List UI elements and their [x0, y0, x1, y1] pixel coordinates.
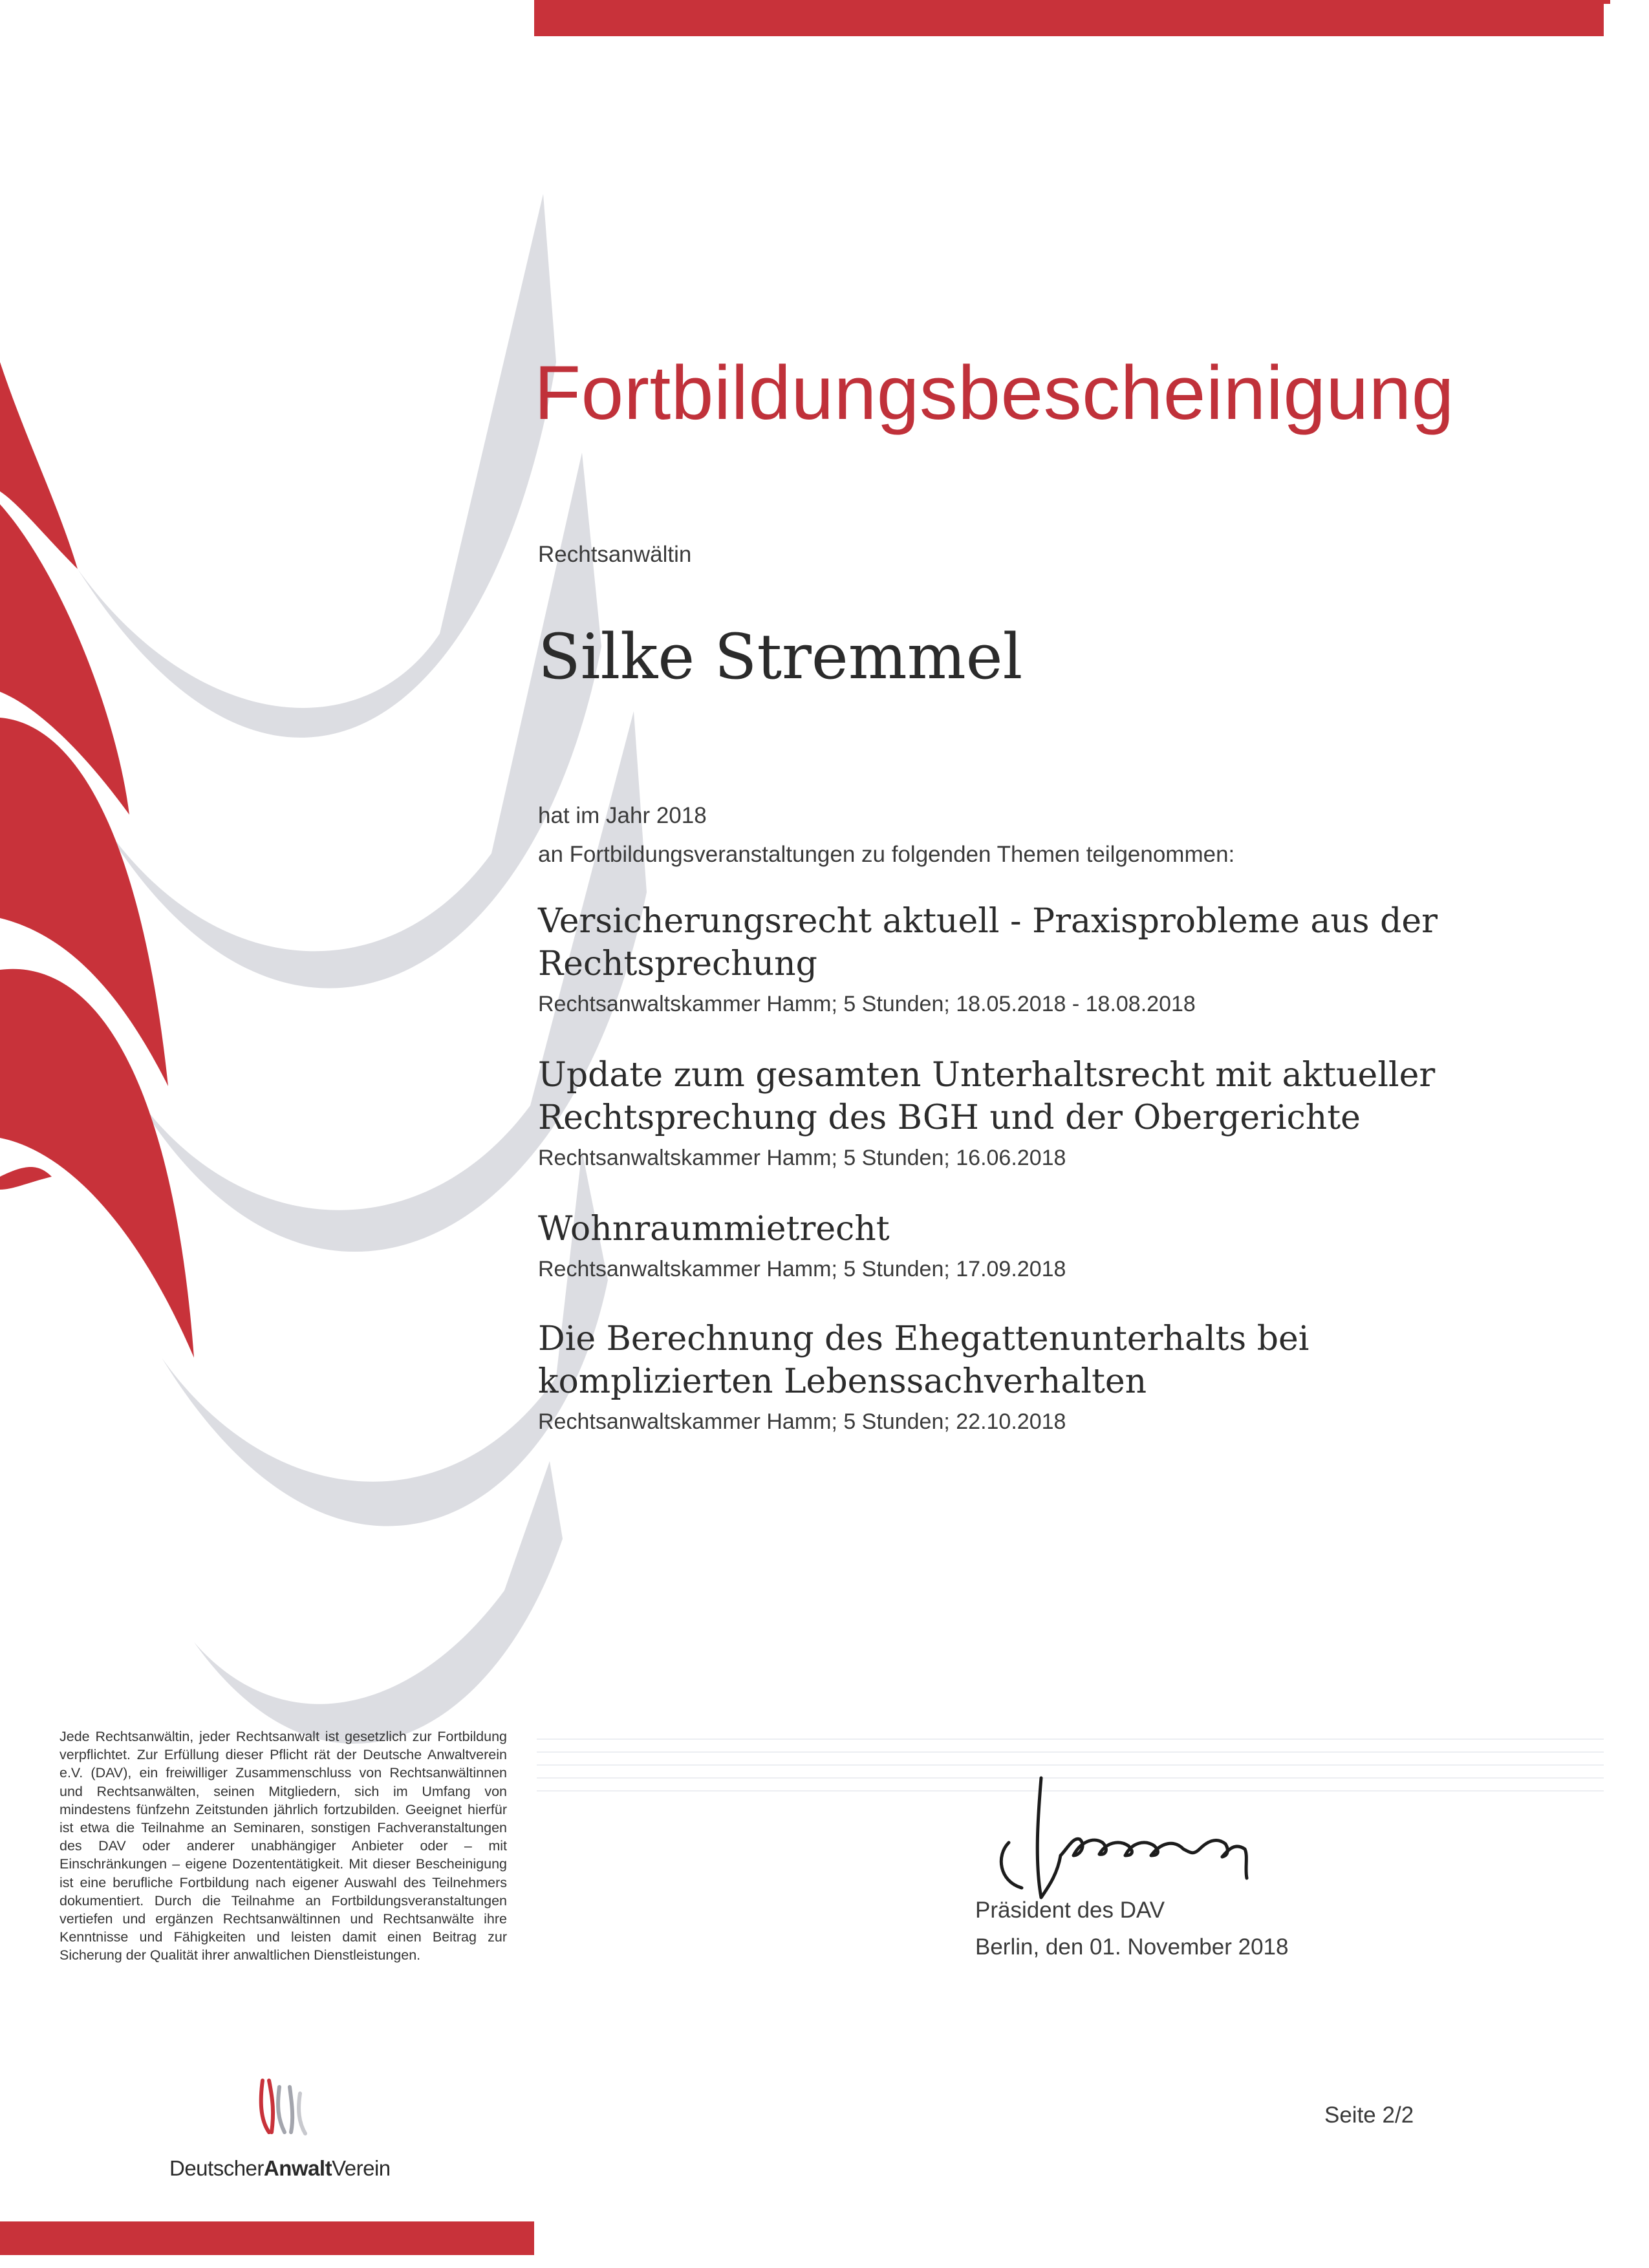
recipient-role: Rechtsanwältin [538, 542, 692, 567]
course-meta: Rechtsanwaltskammer Hamm; 5 Stunden; 16.06.2018 [538, 1146, 1066, 1170]
dav-logo-wordmark [169, 2156, 391, 2181]
course-title: Die Berechnung des Ehegattenunterhalts bei komplizierten Lebenssachverhalten [538, 1320, 1310, 1401]
dav-logo-icon [253, 2074, 313, 2139]
course-title: Update zum gesamten Unterhaltsrecht mit aktueller Rechtsprechung des BGH und der Obergerichte [538, 1056, 1436, 1137]
top-accent-bar-edge [1604, 0, 1610, 4]
signature-place-date: Berlin, den 01. November 2018 [975, 1934, 1289, 1960]
top-accent-bar [534, 0, 1604, 36]
signer-role: Präsident des DAV [975, 1898, 1165, 1923]
course-meta: Rechtsanwaltskammer Hamm; 5 Stunden; 17.09.2018 [538, 1257, 1066, 1281]
course-title: Versicherungsrecht aktuell - Praxisprobleme aus der Rechtsprechung [538, 902, 1438, 983]
intro-line-1: hat im Jahr 2018 [538, 803, 707, 828]
course-entry [538, 1208, 1456, 1282]
course-entry [538, 900, 1456, 1017]
document-title: Fortbildungsbescheinigung [534, 350, 1454, 436]
logo-text-suffix: Verein [332, 2156, 391, 2180]
course-title: Wohnraummietrecht [538, 1210, 890, 1248]
recipient-name: Silke Stremmel [538, 621, 1023, 693]
signature-image [970, 1759, 1332, 1907]
disclaimer-text: Jede Rechtsanwältin, jeder Rechtsanwalt ist gesetzlich zur Fortbildung verpflichtet. Zur Erfüllung dieser Pflicht rät der Deutsche Anwaltverein e.V. (DAV), ein freiwilliger Zusammenschluss von Rechtsanwältinnen und Rechtsanwälten, seinen Mitgliedern, sich im Umfang von mindestens fünfzehn Zeitstunden jährlich fortzubilden. Geeignet hierfür ist etwa die Teilnahme an Seminaren, sonstigen Fachveranstaltungen des DAV oder anderer unabhängiger Anbieter oder – mit Einschränkungen – eigene Dozententätigkeit. Mit dieser Bescheinigung ist eine berufliche Fortbildung nach eigener Auswahl des Teilnehmers dokumentiert. Durch die Teilnahme an Fortbildungsveranstaltungen vertiefen und ergänzen Rechtsanwältinnen und Rechtsanwälte ihre Kenntnisse und Fähigkeiten und leisten damit einen Beitrag zur Sicherung der Qualität ihrer anwaltlichen Dienstleistungen. [59, 1729, 507, 1963]
course-entry [538, 1318, 1456, 1435]
course-meta: Rechtsanwaltskammer Hamm; 5 Stunden; 18.05.2018 - 18.08.2018 [538, 992, 1196, 1016]
logo-text-bold: Anwalt [263, 2156, 332, 2180]
course-meta: Rechtsanwaltskammer Hamm; 5 Stunden; 22.10.2018 [538, 1409, 1066, 1434]
intro-line-2: an Fortbildungsveranstaltungen zu folgenden Themen teilgenommen: [538, 842, 1235, 867]
logo-text-prefix: Deutscher [169, 2156, 264, 2180]
course-entry [538, 1054, 1456, 1171]
bottom-accent-bar [0, 2221, 534, 2255]
page-number: Seite 2/2 [1324, 2102, 1414, 2128]
